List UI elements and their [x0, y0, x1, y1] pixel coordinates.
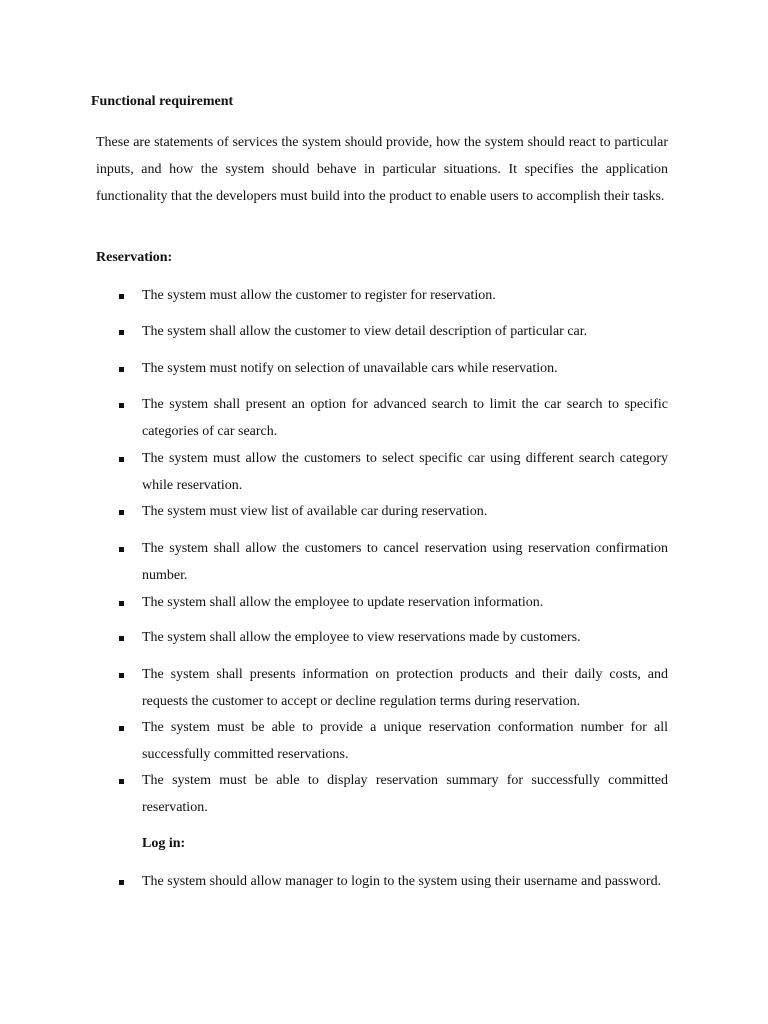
list-item-text: The system shall allow the employee to update reservation information. — [142, 595, 544, 610]
list-item-text: The system must be able to provide a unique reservation conformation number for all successfully committed reservations. — [142, 720, 668, 762]
bullet-icon — [119, 510, 124, 515]
list-item-text: The system must be able to display reservation summary for successfully committed reservation. — [142, 773, 668, 815]
bullet-icon — [119, 547, 124, 552]
list-item-text: The system must allow the customers to select specific car using different search category while reservation. — [142, 451, 668, 493]
list-item-text: The system shall presents information on protection products and their daily costs, and requests the customer to accept or decline regulation terms during reservation. — [142, 667, 668, 709]
document-heading: Functional requirement — [91, 94, 234, 109]
bullet-icon — [119, 880, 124, 885]
bullet-icon — [119, 673, 124, 678]
list-item-text: The system shall present an option for advanced search to limit the car search to specific categories of car search. — [142, 397, 668, 439]
bullet-icon — [119, 294, 124, 299]
bullet-icon — [119, 457, 124, 462]
list-item-text: The system must notify on selection of unavailable cars while reservation. — [142, 361, 558, 376]
reservation-section-label: Reservation: — [96, 250, 173, 265]
login-section-label: Log in: — [142, 836, 186, 851]
bullet-icon — [119, 601, 124, 606]
bullet-icon — [119, 403, 124, 408]
list-item-text: The system must allow the customer to register for reservation. — [142, 288, 496, 303]
list-item-text: The system must view list of available car during reservation. — [142, 504, 488, 519]
list-item-text: The system shall allow the employee to view reservations made by customers. — [142, 630, 581, 645]
list-item-text: The system shall allow the customer to view detail description of particular car. — [142, 324, 588, 339]
bullet-icon — [119, 367, 124, 372]
bullet-icon — [119, 330, 124, 335]
list-item-text: The system should allow manager to login to the system using their username and password. — [142, 874, 662, 889]
bullet-icon — [119, 726, 124, 731]
intro-paragraph: These are statements of services the system should provide, how the system should react to particular inputs, and how the system should behave in particular situations. It specifies the application functionality that the developers must build into the product to enable users to accomplish their tasks. — [96, 135, 668, 204]
bullet-icon — [119, 636, 124, 641]
list-item-text: The system shall allow the customers to cancel reservation using reservation confirmation number. — [142, 541, 668, 583]
bullet-icon — [119, 779, 124, 784]
